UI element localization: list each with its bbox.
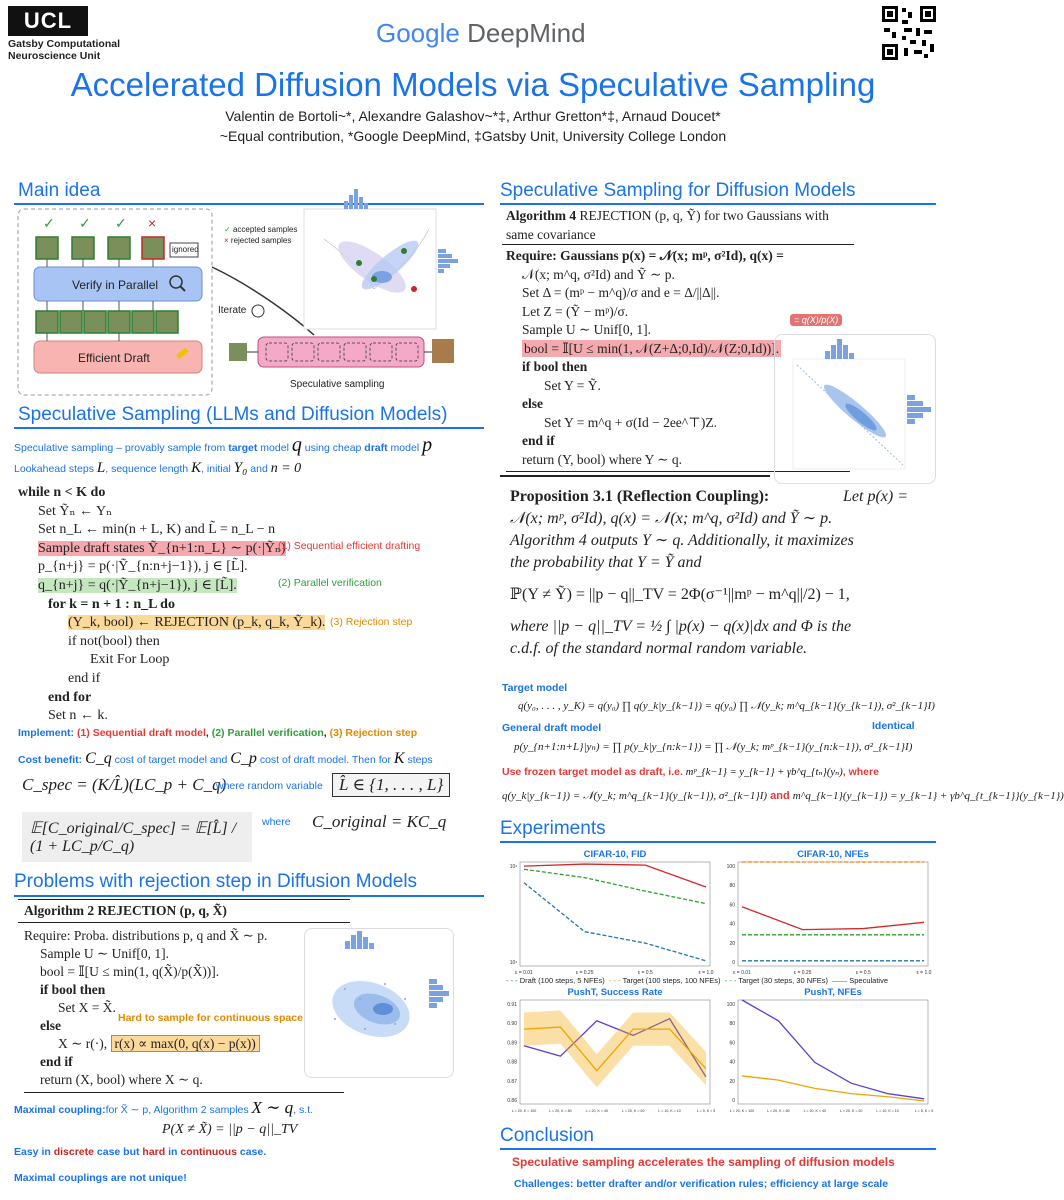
not-unique-note: Maximal couplings are not unique! xyxy=(14,1172,187,1184)
y-tick-3-4: 20 xyxy=(729,1078,735,1085)
p-symbol: p xyxy=(422,434,433,456)
llm-section-title: Speculative Sampling (LLMs and Diffusion Models) xyxy=(18,404,448,425)
y-tick-3-3: 40 xyxy=(729,1059,735,1066)
spec-diffusion-rule xyxy=(500,203,936,205)
draft-model-label: General draft model xyxy=(502,722,602,734)
y-tick-1-3: 40 xyxy=(729,921,735,928)
legend-rejected: × rejected samples xyxy=(224,236,292,245)
legend-accepted-text: accepted samples xyxy=(232,225,298,234)
cost-line xyxy=(18,750,433,768)
algo2-else: else xyxy=(40,1018,61,1033)
x-tick-0-0: ε = 0.01 xyxy=(515,970,533,976)
easy-text-3: in xyxy=(165,1146,181,1158)
algo4-return: return (Y, bool) where Y ∼ q. xyxy=(506,451,850,473)
prop-equation: ℙ(Y ≠ Ỹ) = ||p − q||_TV = 2Φ(σ⁻¹||mᵖ − m^q||/2) − 1, xyxy=(510,586,850,603)
legend-target100: - - - Target (100 steps, 100 NFEs) xyxy=(608,976,721,985)
frozen-text-1: Use frozen target model as draft, i.e. xyxy=(502,766,686,778)
author-list: Valentin de Bortoli~*, Alexandre Galashov~*‡, Arthur Gretton*‡, Arnaud Doucet* xyxy=(225,108,721,124)
x-tick-1-2: ε = 0.5 xyxy=(855,970,871,976)
y-tick-2-2: 0.89 xyxy=(507,1040,517,1047)
implement-step1: (1) Sequential draft model xyxy=(76,727,206,739)
intro-text-3: using cheap xyxy=(301,442,365,454)
proposition-block xyxy=(510,486,908,660)
check-3: ✓ xyxy=(115,215,127,231)
target-model-label: Target model xyxy=(502,682,568,694)
algo4-set: Set Y = Ỹ. xyxy=(544,377,601,393)
x-tick-1-0: ε = 0.01 xyxy=(733,970,751,976)
algo4-title-rest: REJECTION (p, q, Ỹ) for two Gaussians with xyxy=(576,208,829,223)
x-tick-1-3: ε = 1.0 xyxy=(916,970,932,976)
ratio-where: where xyxy=(262,816,291,828)
algo-set-nl: Set n_L ← min(n + L, K) and L̃ = n_L − n xyxy=(38,522,276,538)
target-model-eq: q(y₀, . . . , y_K) = q(y₀) ∏ q(y_k|y_{k−1}) = q(y₀) ∏ 𝒩(y_k; m^q_{k−1}(y_{k−1}), σ²_{k−1}I) xyxy=(518,700,935,712)
prop-text-2: 𝒩(x; mᵖ, σ²Id), q(x) = 𝒩(x; m^q, σ²Id) and Ỹ ∼ p. xyxy=(510,510,833,527)
algo2-return: return (X, bool) where X ∼ q. xyxy=(24,1071,344,1093)
deepmind-word: DeepMind xyxy=(467,18,586,48)
algo4-reflect: Set Y = m^q + σ(Id − 2ee^⊤)Z. xyxy=(544,414,717,430)
legend-spec-text: Speculative xyxy=(849,976,889,985)
problems-rule xyxy=(14,895,484,897)
experiments-legend xyxy=(506,976,936,985)
legend-target30: - - - Target (30 steps, 30 NFEs) xyxy=(724,976,828,985)
prop-text-6: c.d.f. of the standard normal random variable. xyxy=(510,640,808,657)
problems-title: Problems with rejection step in Diffusion Models xyxy=(14,871,418,892)
frozen-line xyxy=(502,766,879,778)
algo2-plot xyxy=(304,928,454,1078)
x-tick-3-1: L = 20, K = 80 xyxy=(767,1109,790,1113)
x-tick-3-3: L = 20, K = 20 xyxy=(839,1109,863,1113)
draft-model-eq: p(y_{n+1:n+L}|yₙ) = ∏ p(y_k|y_{n:k−1}) = ∏ 𝒩(y_k; mᵖ_{k−1}(y_{n:k−1}), σ²_{k−1}I) xyxy=(514,741,913,753)
x-tick-0-1: ε = 0.25 xyxy=(575,970,594,976)
hard-note: Hard to sample for continuous space xyxy=(118,1012,303,1024)
target-term: target xyxy=(228,442,258,454)
prop-text-3: Algorithm 4 outputs Y ∼ q. Additionally, it maximizes xyxy=(510,532,854,549)
easy-text-1: Easy in xyxy=(14,1146,54,1158)
maxc-text-2: , s.t. xyxy=(293,1104,314,1116)
frozen-mp: mᵖ_{k−1} = y_{k−1} + γb^q_{tₙ}(yₙ) xyxy=(685,767,843,778)
algo4-require-2: 𝒩(x; m^q, σ²Id) and Ỹ ∼ p. xyxy=(522,266,675,282)
implement-step3: (3) Rejection step xyxy=(329,727,418,739)
algo2-if: if bool then xyxy=(40,982,106,997)
legend-rejected-text: rejected samples xyxy=(230,236,292,245)
algo4-label: Algorithm 4 xyxy=(506,208,577,223)
implement-step2: (2) Parallel verification xyxy=(211,727,324,739)
implement-sep2: , xyxy=(323,727,330,739)
draft-term: draft xyxy=(364,442,388,454)
algo4-else: else xyxy=(522,396,543,411)
easy-text-4: case. xyxy=(236,1146,267,1158)
x-tick-2-0: L = 20, K = 100 xyxy=(511,1109,537,1113)
x-tick-2-4: L = 10, K = 10 xyxy=(658,1109,681,1113)
algo-endif: end if xyxy=(68,670,101,686)
y-tick-1-0: 100 xyxy=(726,864,735,870)
r-definition: r(x) ∝ max(0, q(x) − p(x)) xyxy=(111,1035,260,1052)
easy-text-2: case but xyxy=(93,1146,143,1158)
x-tick-0-3: ε = 1.0 xyxy=(698,970,714,976)
y-tick-0-1: 10¹ xyxy=(509,960,517,966)
main-idea-diagram xyxy=(14,207,484,399)
prop-text-1: Let p(x) = xyxy=(843,488,908,505)
step2-note: (2) Parallel verification xyxy=(278,577,382,589)
algo4-u: Sample U ∼ Unif[0, 1]. xyxy=(522,322,652,337)
legend-target100-text: Target (100 steps, 100 NFEs) xyxy=(622,976,721,985)
conclusion-rule xyxy=(500,1148,936,1150)
gatsby-name xyxy=(8,38,120,62)
sample-draft-hl: Sample draft states Ỹ_{n+1:n_L} ∼ p(·|Ỹₙ) xyxy=(38,540,286,556)
maximal-coupling-label: Maximal coupling: xyxy=(14,1104,106,1116)
google-word: Google xyxy=(376,18,460,48)
qr-code-icon[interactable] xyxy=(880,4,938,62)
qn-hl: q_{n+j} = q(·|Ỹ_{n+j−1}), j ∈ [L̃]. xyxy=(38,577,237,593)
x-tick-0-2: ε = 0.5 xyxy=(637,970,653,976)
seqlen-text: , sequence length xyxy=(105,463,192,475)
L-symbol: L xyxy=(96,460,106,476)
conclusion-title: Conclusion xyxy=(500,1125,594,1146)
y-tick-2-4: 0.87 xyxy=(507,1078,517,1085)
x-tick-2-2: L = 20, K = 40 xyxy=(585,1109,609,1113)
legend-target30-text: Target (30 steps, 30 NFEs) xyxy=(738,976,828,985)
algo-endfor: end for xyxy=(48,689,92,705)
x-tick-2-1: L = 20, K = 80 xyxy=(549,1109,572,1113)
intro-text-4: model xyxy=(387,442,423,454)
initial-text: , initial xyxy=(201,463,234,475)
poster-title: Accelerated Diffusion Models via Speculative Sampling xyxy=(70,66,876,103)
algo2-x-line xyxy=(24,1035,344,1053)
cross-mark: × xyxy=(148,215,157,231)
algo-for: for k = n + 1 : n_L do xyxy=(48,596,175,612)
y-tick-3-0: 100 xyxy=(726,1002,735,1008)
legend-draft-text: Draft (100 steps, 5 NFEs) xyxy=(519,976,605,985)
algo4-plot xyxy=(774,334,936,484)
cost-label: Cost benefit: xyxy=(18,754,86,766)
algo4-title xyxy=(502,207,854,245)
frozen-eq-line xyxy=(502,790,1064,803)
check-2: ✓ xyxy=(79,215,91,231)
ratio-note: = q(X)/p(X) xyxy=(790,314,842,326)
y-tick-1-4: 20 xyxy=(729,940,735,947)
chart-title-2: PushT, Success Rate xyxy=(567,987,663,998)
x-tick-1-1: ε = 0.25 xyxy=(793,970,812,976)
llm-section-rule xyxy=(14,427,484,429)
main-idea-rule xyxy=(14,203,484,205)
algo2-endif: end if xyxy=(40,1054,73,1069)
llm-intro-line xyxy=(14,434,484,457)
frozen-text-2: , where xyxy=(842,766,879,778)
x-tick-2-5: L = 5, K = 5 xyxy=(696,1109,716,1113)
chart-title-0: CIFAR-10, FID xyxy=(583,849,647,860)
identical-label: Identical xyxy=(872,720,915,732)
prop-text-5: where ||p − q||_TV = ½ ∫ |p(x) − q(x)|dx and Φ is the xyxy=(510,618,852,635)
algo-set-y: Set Ỹₙ ← Yₙ xyxy=(38,503,113,519)
legend-accepted: ✓ accepted samples xyxy=(224,225,298,234)
gatsby-line1: Gatsby Computational xyxy=(8,38,121,50)
y-tick-2-1: 0.90 xyxy=(507,1021,517,1028)
K-steps-symbol: K xyxy=(393,750,405,767)
frozen-eq-1: q(y_k|y_{k−1}) = 𝒩(y_k; m^q_{k−1}(y_{k−1}), σ²_{k−1}I) xyxy=(502,790,768,802)
y-tick-3-2: 60 xyxy=(729,1040,735,1047)
continuous-term: continuous xyxy=(180,1146,237,1158)
algo-set-n: Set n ← k. xyxy=(48,708,108,724)
algo2-require: Require: Proba. distributions p, q and X̃ ∼ p. xyxy=(24,928,268,943)
check-1: ✓ xyxy=(43,215,55,231)
algo4-delta: Set Δ = (mᵖ − m^q)/σ and e = Δ/||Δ||. xyxy=(522,285,720,300)
prop-title: Proposition 3.1 (Reflection Coupling): xyxy=(510,488,770,505)
K-symbol: K xyxy=(191,460,202,476)
spec-sampling-term: Speculative sampling xyxy=(14,442,114,454)
algo-exit: Exit For Loop xyxy=(90,652,170,668)
implement-line xyxy=(18,727,417,739)
lookahead-text: Lookahead steps xyxy=(14,463,97,475)
implement-label: Implement: xyxy=(18,727,77,739)
speculative-caption: Speculative sampling xyxy=(290,379,385,390)
algo4-z: Let Z = (Ỹ − mᵖ)/σ. xyxy=(522,303,629,319)
maxc-text-1: for X̃ ∼ p, Algorithm 2 samples xyxy=(105,1104,252,1116)
intro-text-2: model xyxy=(257,442,292,454)
legend-spec: —— Speculative xyxy=(832,976,889,985)
algo-pn: p_{n+j} = p(·|Ỹ_{n:n+j−1}), j ∈ [L̃]. xyxy=(38,559,248,575)
and-text: and xyxy=(247,463,271,475)
ucl-logo xyxy=(8,6,88,36)
y-tick-3-5: 0 xyxy=(732,1098,735,1104)
conclusion-line1: Speculative sampling accelerates the sampling of diffusion models xyxy=(512,1155,895,1169)
y-tick-2-3: 0.88 xyxy=(507,1059,517,1066)
algo4-bool-hl: bool = 𝕀[U ≤ min(1, 𝒩(Z+Δ;0,Id)/𝒩(Z;0,Id))]. xyxy=(524,340,780,356)
frozen-eq-2: m^q_{k−1}(y_{k−1}) = y_{k−1} + γb^q_{t_{k−1}}(y_{k−1}) xyxy=(792,790,1064,802)
q-symbol: q xyxy=(291,434,302,456)
algo-if: if not(bool) then xyxy=(68,633,160,649)
implement-sep1: , xyxy=(205,727,212,739)
frozen-and: and xyxy=(767,790,793,802)
x-tick-3-2: L = 20, K = 40 xyxy=(803,1109,827,1113)
cost-text-3: steps xyxy=(404,754,433,766)
ucl-logo-text: UCL xyxy=(23,8,73,33)
spec-diffusion-title: Speculative Sampling for Diffusion Models xyxy=(500,180,856,201)
chart-frame-3 xyxy=(738,1000,928,1104)
draft-label: Efficient Draft xyxy=(78,351,150,365)
x-tick-3-0: L = 20, K = 100 xyxy=(729,1109,755,1113)
main-idea-title: Main idea xyxy=(18,180,101,201)
lhat-box: L̂ ∈ {1, . . . , L} xyxy=(332,773,450,797)
conclusion-line2: Challenges: better drafter and/or verification rules; efficiency at large scale xyxy=(514,1178,889,1190)
maxc-equation: P(X ≠ X̃) = ||p − q||_TV xyxy=(162,1122,298,1137)
x-tick-2-3: L = 20, K = 20 xyxy=(621,1109,645,1113)
y-tick-0-0: 10¹ xyxy=(509,864,517,870)
step3-note: (3) Rejection step xyxy=(330,616,413,628)
experiments-rule xyxy=(500,841,936,843)
hard-term: hard xyxy=(142,1146,166,1158)
gatsby-line2: Neuroscience Unit xyxy=(8,50,101,62)
iterate-label: Iterate xyxy=(218,305,247,316)
prop-text-4: the probability that Y = Ỹ and xyxy=(510,554,702,571)
y-tick-1-5: 0 xyxy=(732,960,735,966)
legend-draft: - - - Draft (100 steps, 5 NFEs) xyxy=(506,976,605,985)
ignored-label: ignored xyxy=(172,245,199,254)
prop-line1 xyxy=(510,486,908,508)
algo4-endif: end if xyxy=(522,433,555,448)
verify-label: Verify in Parallel xyxy=(72,278,159,292)
step1-note: (1) Sequential efficient drafting xyxy=(278,540,421,552)
algo4-title-cont: same covariance xyxy=(506,226,596,242)
cost-text-2: cost of draft model. Then for xyxy=(256,754,394,766)
x-tick-3-4: L = 10, K = 10 xyxy=(876,1109,899,1113)
y-tick-1-1: 80 xyxy=(729,883,735,890)
algo4-if: if bool then xyxy=(522,359,588,374)
deepmind-logo xyxy=(376,18,586,49)
algo2-set: Set X = X̃. xyxy=(58,1000,116,1015)
chart-frame-1 xyxy=(738,862,928,966)
algo2-title: Algorithm 2 REJECTION (p, q, X̃) xyxy=(18,899,350,923)
chart-title-1: CIFAR-10, NFEs xyxy=(797,849,869,860)
experiments-title: Experiments xyxy=(500,818,606,839)
cspec-where: where random variable xyxy=(216,780,323,792)
cost-text-1: cost of target model and xyxy=(111,754,231,766)
discrete-term: discrete xyxy=(53,1146,94,1158)
algo2-x: X ∼ r(·), xyxy=(58,1036,108,1051)
section-divider xyxy=(500,475,770,477)
algo-while: while n < K do xyxy=(18,485,106,500)
algo2-box xyxy=(18,899,350,1093)
x-sim-q: X ∼ q xyxy=(251,1098,294,1117)
algo-rejection xyxy=(18,614,325,633)
algo4-require: Require: Gaussians p(x) = 𝒩(x; mᵖ, σ²Id), q(x) = xyxy=(506,248,784,263)
chart-title-3: PushT, NFEs xyxy=(804,987,862,998)
intro-text-1: – provably sample from xyxy=(113,442,229,454)
affiliation-list: ~Equal contribution, *Google DeepMind, ‡Gatsby Unit, University College London xyxy=(219,128,727,144)
maximal-coupling-line xyxy=(14,1098,313,1118)
n-init: n = 0 xyxy=(270,461,302,476)
y-tick-2-0: 0.91 xyxy=(507,1002,517,1008)
ratio-formula: 𝔼[C_original/C_spec] = 𝔼[L̂] / (1 + LC_p/C_q) xyxy=(22,812,252,862)
rejection-hl: (Y_k, bool) ← REJECTION (p_k, q_k, Ỹ_k). xyxy=(68,615,326,631)
Y0-symbol: Y₀ xyxy=(233,460,248,476)
y-tick-2-5: 0.86 xyxy=(507,1098,517,1104)
y-tick-3-1: 80 xyxy=(729,1021,735,1028)
easy-hard-line xyxy=(14,1146,266,1158)
corig-formula: C_original = KC_q xyxy=(312,812,447,831)
llm-lookahead-line xyxy=(14,460,301,477)
cspec-formula: C_spec = (K/L̂)(LC_p + C_q) xyxy=(22,775,227,794)
cp-symbol: C_p xyxy=(230,750,257,767)
x-tick-3-5: L = 5, K = 5 xyxy=(914,1109,934,1113)
algo2-sample: Sample U ∼ Unif[0, 1]. xyxy=(40,946,170,961)
llm-algorithm xyxy=(18,484,325,726)
y-tick-1-2: 60 xyxy=(729,902,735,909)
algo2-bool: bool = 𝕀[U ≤ min(1, q(X̃)/p(X̃))]. xyxy=(40,964,220,979)
cq-symbol: C_q xyxy=(85,750,112,767)
